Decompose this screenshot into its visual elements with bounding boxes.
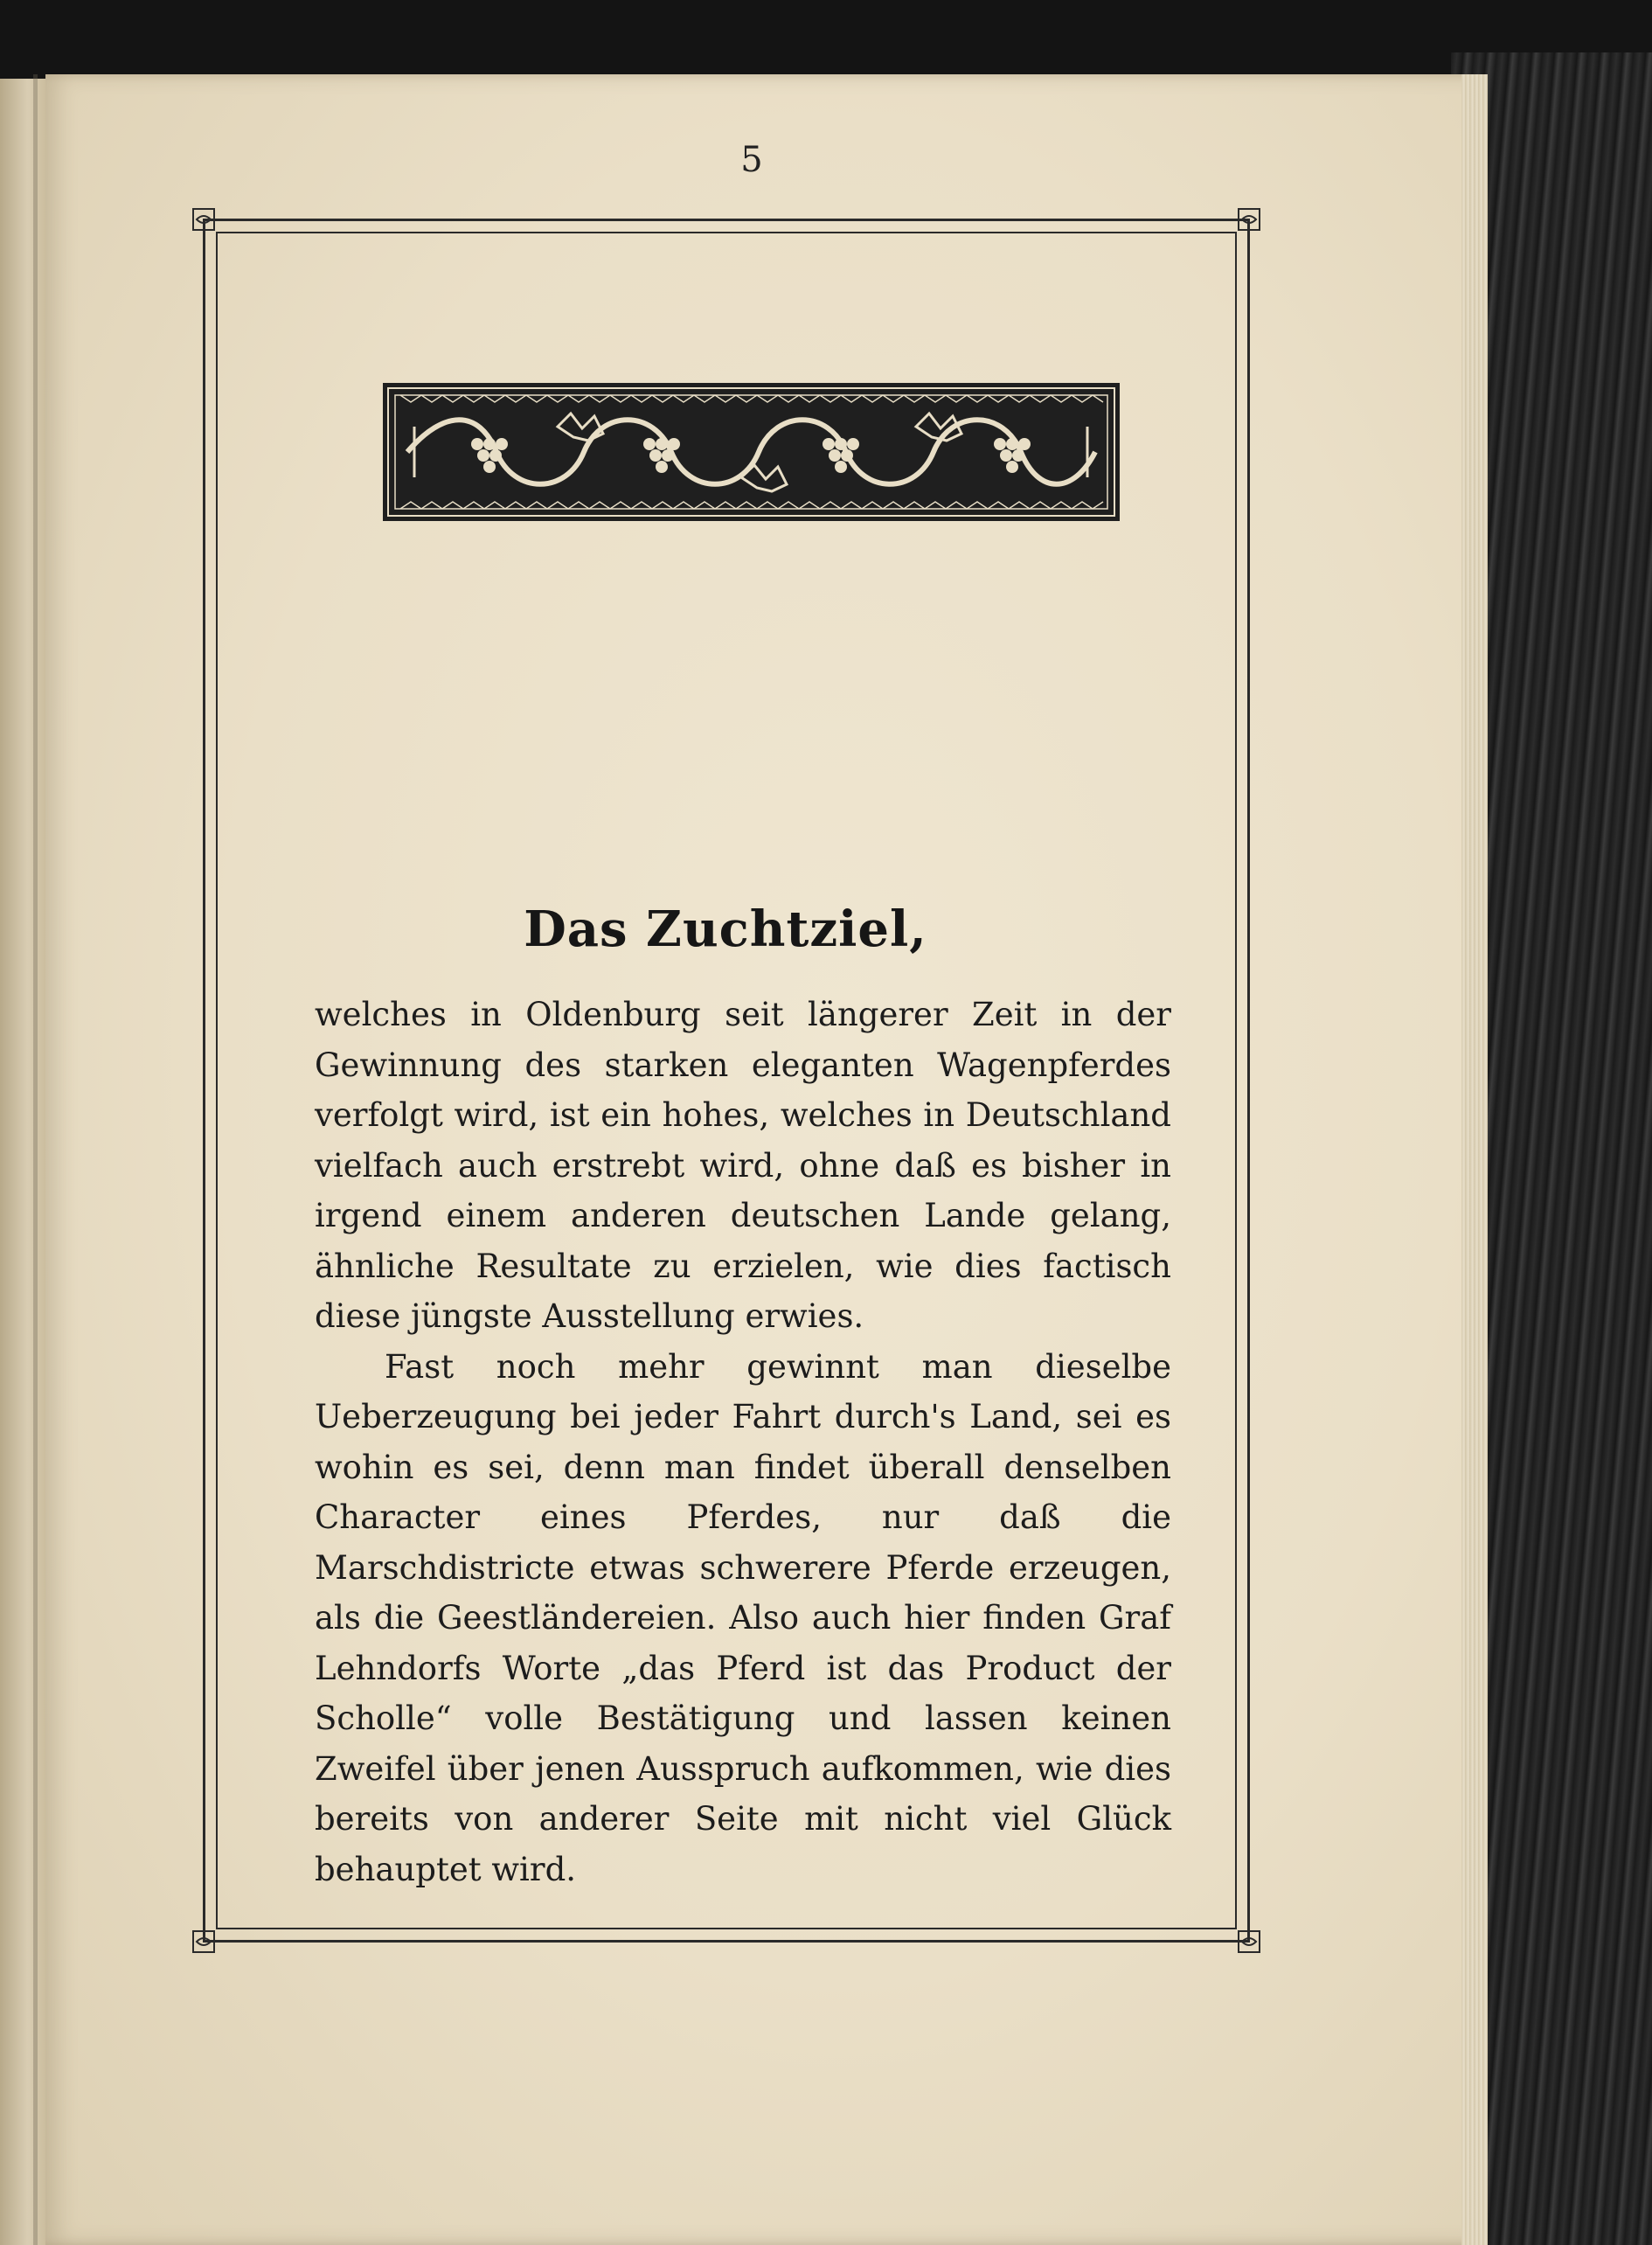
frame-corner-icon xyxy=(190,205,218,233)
gutter-shadow xyxy=(33,74,38,2245)
body-text xyxy=(315,990,1171,1894)
frame-corner-icon xyxy=(190,1928,218,1956)
page-number: 5 xyxy=(740,140,763,180)
paragraph: welches in Oldenburg seit längerer Zeit in der Gewinnung des starken eleganten Wagenpferdes verfolgt wird, ist ein hohes, welches in Deutschland vielfach auch erstrebt wird, ohne daß es bisher in irgend einem anderen deutschen Lande gelang, ähnliche Resultate zu erzielen, wie dies factisch diese jüngste Ausstellung erwies. xyxy=(315,996,1171,1335)
grapevine-ornament-icon xyxy=(383,383,1120,521)
paragraph: Fast noch mehr gewinnt man dieselbe Ueberzeugung bei jeder Fahrt durch's Land, sei es wohin es sei, denn man findet überall denselben Character eines Pferdes, nur daß die Marschdistricte etwas schwerere Pferde erzeugen, als die Geestländereien. Also auch hier finden Graf Lehndorfs Worte „das Pferd ist das Product der Scholle“ volle Bestätigung und lassen keinen Zweifel über jenen Ausspruch aufkommen, wie dies bereits von anderer Seite mit nicht viel Glück behauptet wird. xyxy=(315,1347,1171,1888)
section-heading: Das Zuchtziel, xyxy=(524,900,927,958)
frame-corner-icon xyxy=(1235,1928,1263,1956)
facing-page-edge xyxy=(0,79,51,2245)
frame-corner-icon xyxy=(1235,205,1263,233)
page-fore-edge xyxy=(1461,74,1488,2245)
